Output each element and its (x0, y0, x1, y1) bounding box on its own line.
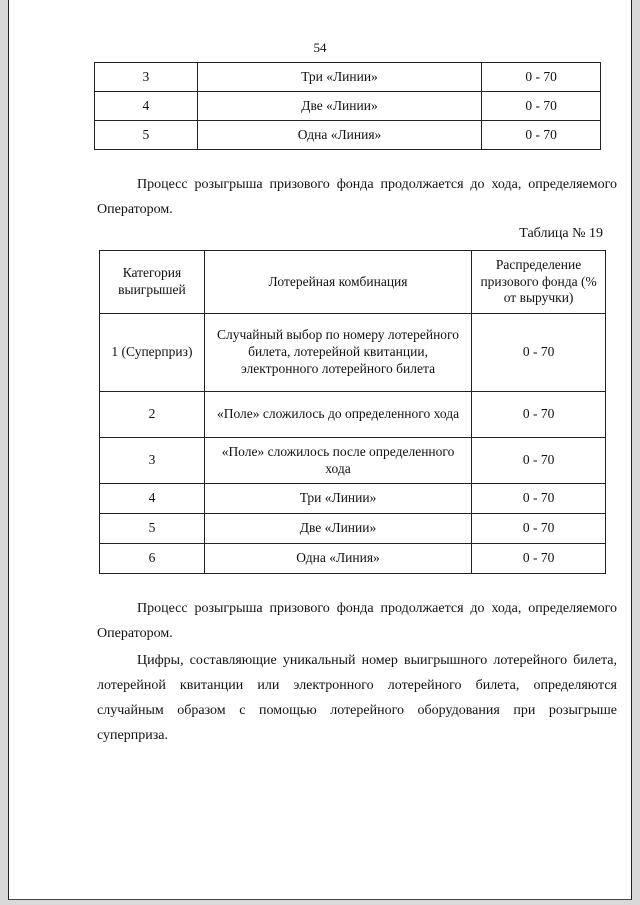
document-page (8, 0, 632, 900)
table-header-row (100, 251, 606, 314)
category-cell: 3 (95, 63, 198, 92)
combination-cell: Одна «Линия» (204, 544, 471, 574)
header-category: Категория выигрышей (100, 251, 205, 314)
table-row (100, 484, 606, 514)
prize-table-continuation (94, 62, 601, 150)
category-cell: 2 (100, 392, 205, 438)
table-row (100, 314, 606, 392)
prize-table-19 (99, 250, 606, 574)
combination-cell: Три «Линии» (197, 63, 481, 92)
combination-cell: «Поле» сложилось после определенного хода (204, 438, 471, 484)
table-row (100, 438, 606, 484)
distribution-cell: 0 - 70 (472, 484, 606, 514)
table-row (95, 63, 601, 92)
combination-cell: Три «Линии» (204, 484, 471, 514)
table-row (95, 121, 601, 150)
header-combination: Лотерейная комбинация (204, 251, 471, 314)
table-row (100, 514, 606, 544)
table-row (95, 92, 601, 121)
combination-cell: Две «Линии» (197, 92, 481, 121)
category-cell: 5 (95, 121, 198, 150)
paragraph-superprize-digits: Цифры, составляющие уникальный номер выигрышного лотерейного билета, лотерейной квитанции или электронного лотерейного билета, определяются случайным образом с помощью лотерейного оборудования при розыгрыше суперприза. (97, 653, 617, 743)
table-row (100, 544, 606, 574)
combination-cell: «Поле» сложилось до определенного хода (204, 392, 471, 438)
page-number: 54 (313, 40, 327, 55)
combination-cell: Одна «Линия» (197, 121, 481, 150)
combination-cell: Случайный выбор по номеру лотерейного билета, лотерейной квитанции, электронного лотерейного билета (204, 314, 471, 392)
distribution-cell: 0 - 70 (482, 121, 601, 150)
category-cell: 4 (95, 92, 198, 121)
header-distribution: Распределение призового фонда (% от выручки) (472, 251, 606, 314)
table-caption: Таблица № 19 (519, 226, 603, 241)
distribution-cell: 0 - 70 (482, 92, 601, 121)
category-cell: 6 (100, 544, 205, 574)
category-cell: 3 (100, 438, 205, 484)
category-cell: 1 (Суперприз) (100, 314, 205, 392)
distribution-cell: 0 - 70 (472, 314, 606, 392)
paragraph-draw-process-1: Процесс розыгрыша призового фонда продолжается до хода, определяемого Оператором. (97, 177, 617, 217)
distribution-cell: 0 - 70 (472, 438, 606, 484)
category-cell: 5 (100, 514, 205, 544)
paragraph-draw-process-2: Процесс розыгрыша призового фонда продолжается до хода, определяемого Оператором. (97, 601, 617, 641)
distribution-cell: 0 - 70 (472, 544, 606, 574)
category-cell: 4 (100, 484, 205, 514)
distribution-cell: 0 - 70 (482, 63, 601, 92)
combination-cell: Две «Линии» (204, 514, 471, 544)
distribution-cell: 0 - 70 (472, 514, 606, 544)
table-row (100, 392, 606, 438)
distribution-cell: 0 - 70 (472, 392, 606, 438)
